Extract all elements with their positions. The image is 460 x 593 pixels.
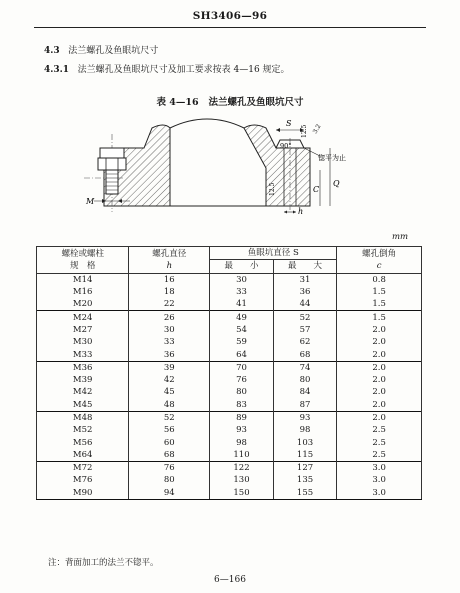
table-row: [37, 462, 422, 475]
label-h: h: [298, 207, 304, 214]
cell-chamfer: 2.0: [337, 386, 422, 398]
cell-min: 83: [210, 399, 274, 412]
cell-bolt: M52: [37, 424, 129, 436]
cell-hole: 30: [129, 324, 210, 336]
cell-hole: 52: [129, 411, 210, 424]
cell-max: 80: [273, 374, 337, 386]
cell-min: 80: [210, 386, 274, 398]
cell-chamfer: 3.0: [337, 462, 422, 475]
cell-max: 68: [273, 348, 337, 361]
label-12-5-side: 12.5: [269, 182, 276, 196]
cell-bolt: M76: [37, 474, 129, 486]
cell-min: 64: [210, 348, 274, 361]
cell-min: 33: [210, 286, 274, 298]
header-chamfer: 螺孔倒角 c: [337, 247, 422, 274]
cell-min: 110: [210, 449, 274, 462]
cell-max: 103: [273, 436, 337, 448]
cell-bolt: M27: [37, 324, 129, 336]
flange-diagram: [84, 108, 400, 214]
table-row: [37, 487, 422, 500]
cell-bolt: M72: [37, 462, 129, 475]
table-row: [37, 411, 422, 424]
table-row: [37, 298, 422, 311]
cell-chamfer: 2.0: [337, 348, 422, 361]
cell-hole: 42: [129, 374, 210, 386]
cell-max: 87: [273, 399, 337, 412]
label-12-5-top: 12.5: [301, 124, 308, 138]
cell-chamfer: 2.5: [337, 449, 422, 462]
cell-hole: 18: [129, 286, 210, 298]
table-row: [37, 348, 422, 361]
cell-hole: 16: [129, 273, 210, 286]
cell-max: 127: [273, 462, 337, 475]
label-s: S: [286, 119, 292, 128]
cell-max: 62: [273, 336, 337, 348]
cell-bolt: M33: [37, 348, 129, 361]
cell-bolt: M30: [37, 336, 129, 348]
cell-max: 98: [273, 424, 337, 436]
cell-chamfer: 1.5: [337, 298, 422, 311]
table-row: [37, 336, 422, 348]
section-heading: [44, 43, 158, 56]
table-caption-number: 表 4—16: [156, 97, 199, 108]
cell-chamfer: 3.0: [337, 474, 422, 486]
cell-min: 122: [210, 462, 274, 475]
footnote: 注：背面加工的法兰不锪平。: [48, 558, 159, 568]
table-row: [37, 436, 422, 448]
cell-max: 52: [273, 311, 337, 324]
cell-max: 31: [273, 273, 337, 286]
cell-bolt: M64: [37, 449, 129, 462]
table-row: [37, 273, 422, 286]
cell-chamfer: 2.0: [337, 399, 422, 412]
subsection-body: 法兰螺孔及鱼眼坑尺寸及加工要求按表 4—16 规定。: [77, 65, 290, 75]
cell-bolt: M39: [37, 374, 129, 386]
cell-hole: 36: [129, 348, 210, 361]
cell-bolt: M56: [37, 436, 129, 448]
cell-max: 155: [273, 487, 337, 500]
label-angle: 90°: [280, 142, 292, 150]
cell-max: 93: [273, 411, 337, 424]
table-row: [37, 324, 422, 336]
cell-min: 76: [210, 374, 274, 386]
cell-bolt: M14: [37, 273, 129, 286]
cell-min: 54: [210, 324, 274, 336]
label-3-2: 3.2: [311, 123, 323, 135]
table-caption-title: 法兰螺孔及鱼眼坑尺寸: [208, 97, 304, 108]
header-max: 最 大: [273, 260, 337, 273]
header-rule: [34, 27, 426, 28]
table-row: [37, 386, 422, 398]
cell-max: 74: [273, 361, 337, 374]
cell-bolt: M45: [37, 399, 129, 412]
cell-hole: 60: [129, 436, 210, 448]
cell-min: 41: [210, 298, 274, 311]
cell-hole: 33: [129, 336, 210, 348]
table-row: [37, 361, 422, 374]
document-header: SH3406—96: [192, 10, 268, 22]
cell-min: 59: [210, 336, 274, 348]
cell-hole: 45: [129, 386, 210, 398]
table-row: [37, 311, 422, 324]
cell-bolt: M90: [37, 487, 129, 500]
label-flat-note: 锪平为止: [318, 154, 346, 162]
cell-max: 135: [273, 474, 337, 486]
cell-chamfer: 1.5: [337, 311, 422, 324]
cell-min: 93: [210, 424, 274, 436]
spec-table-body: [37, 273, 422, 499]
header-hole: 螺孔直径 h: [129, 247, 210, 274]
header-min: 最 小: [210, 260, 274, 273]
header-counterbore: 鱼眼坑直径 S: [210, 247, 337, 260]
cell-min: 30: [210, 273, 274, 286]
cell-min: 130: [210, 474, 274, 486]
cell-chamfer: 2.0: [337, 361, 422, 374]
cell-chamfer: 2.5: [337, 436, 422, 448]
label-c: C: [313, 185, 320, 194]
table-row: [37, 449, 422, 462]
cell-max: 115: [273, 449, 337, 462]
cell-min: 150: [210, 487, 274, 500]
header-bolt: 螺栓或螺柱 规 格: [37, 247, 129, 274]
cell-min: 70: [210, 361, 274, 374]
cell-hole: 48: [129, 399, 210, 412]
cell-bolt: M36: [37, 361, 129, 374]
label-q: Q: [333, 179, 340, 188]
label-m: M: [86, 197, 95, 206]
cell-hole: 39: [129, 361, 210, 374]
cell-bolt: M24: [37, 311, 129, 324]
cell-hole: 76: [129, 462, 210, 475]
cell-bolt: M20: [37, 298, 129, 311]
table-caption: [0, 94, 460, 108]
cell-hole: 80: [129, 474, 210, 486]
table-row: [37, 474, 422, 486]
cell-chamfer: 2.0: [337, 336, 422, 348]
table-row: [37, 424, 422, 436]
cell-bolt: M42: [37, 386, 129, 398]
cell-max: 44: [273, 298, 337, 311]
spec-table: [36, 246, 422, 500]
cell-hole: 94: [129, 487, 210, 500]
cell-hole: 68: [129, 449, 210, 462]
section-title: 法兰螺孔及鱼眼坑尺寸: [68, 46, 159, 56]
cell-chamfer: 3.0: [337, 487, 422, 500]
subsection-number: 4.3.1: [44, 65, 70, 75]
cell-chamfer: 2.5: [337, 424, 422, 436]
table-row: [37, 399, 422, 412]
cell-max: 84: [273, 386, 337, 398]
cell-max: 36: [273, 286, 337, 298]
cell-bolt: M48: [37, 411, 129, 424]
cell-chamfer: 0.8: [337, 273, 422, 286]
table-row: [37, 286, 422, 298]
cell-min: 89: [210, 411, 274, 424]
unit-label: mm: [392, 232, 409, 242]
page-number: 6—166: [214, 575, 246, 585]
section-number: 4.3: [44, 46, 60, 56]
cell-max: 57: [273, 324, 337, 336]
cell-chamfer: 1.5: [337, 286, 422, 298]
cell-chamfer: 2.0: [337, 411, 422, 424]
cell-min: 49: [210, 311, 274, 324]
cell-chamfer: 2.0: [337, 374, 422, 386]
cell-min: 98: [210, 436, 274, 448]
cell-hole: 26: [129, 311, 210, 324]
cell-bolt: M16: [37, 286, 129, 298]
subsection-text: [44, 62, 290, 75]
cell-hole: 22: [129, 298, 210, 311]
table-row: [37, 374, 422, 386]
cell-chamfer: 2.0: [337, 324, 422, 336]
cell-hole: 56: [129, 424, 210, 436]
